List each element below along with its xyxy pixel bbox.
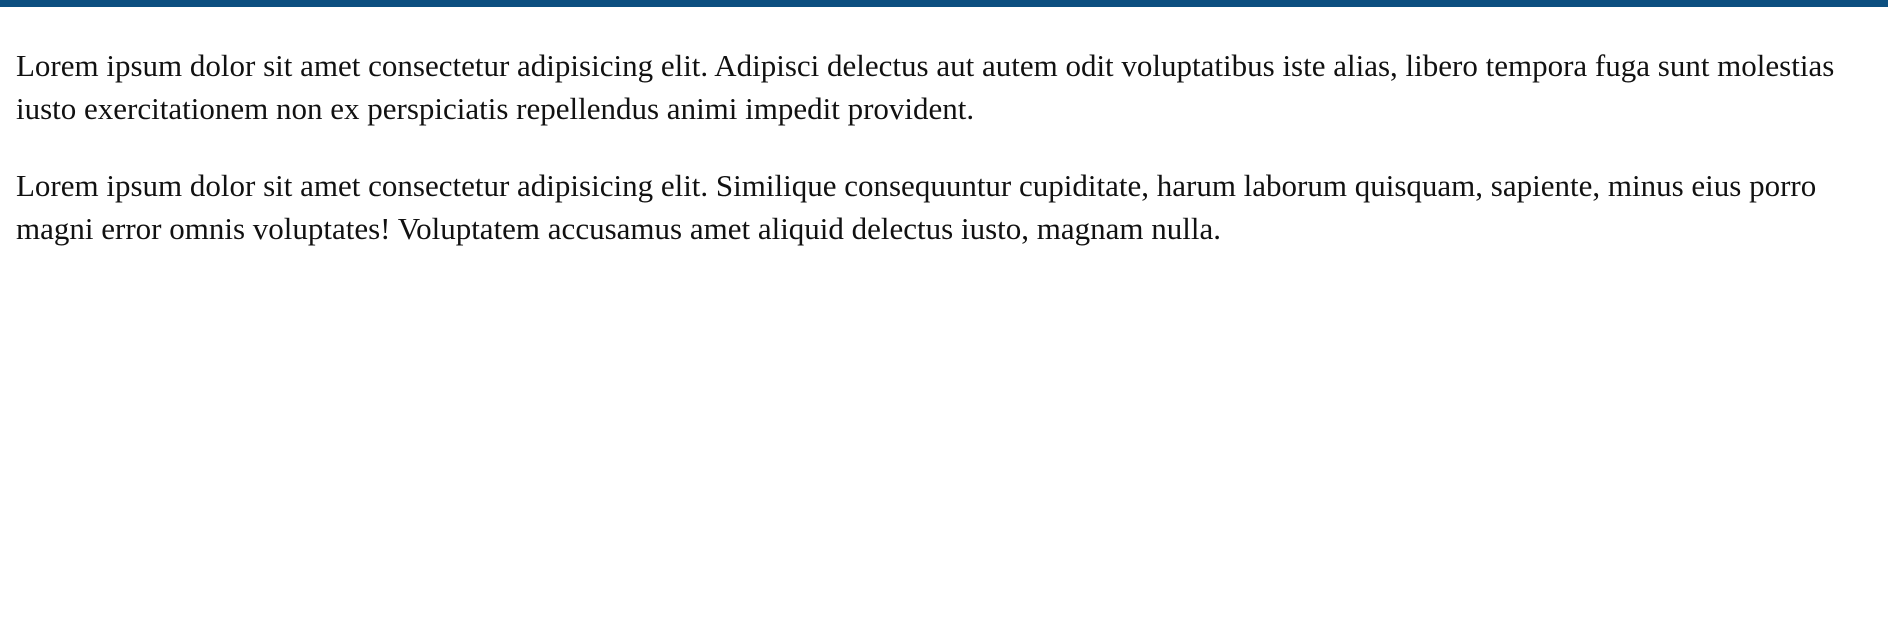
paragraph-2: Lorem ipsum dolor sit amet consectetur adipisicing elit. Similique consequuntur cupiditate, harum laborum quisquam, sapiente, minus eius porro magni error omnis voluptates! Voluptatem accusamus amet aliquid delectus iusto, magnam nulla.	[16, 168, 1817, 246]
paragraph-1: Lorem ipsum dolor sit amet consectetur adipisicing elit. Adipisci delectus aut autem odit voluptatibus iste alias, libero tempora fuga sunt molestias iusto exercitationem non ex perspiciatis repellendus animi impedit provident.	[16, 48, 1835, 126]
top-accent-bar	[0, 0, 1888, 7]
page-content	[16, 44, 1878, 284]
